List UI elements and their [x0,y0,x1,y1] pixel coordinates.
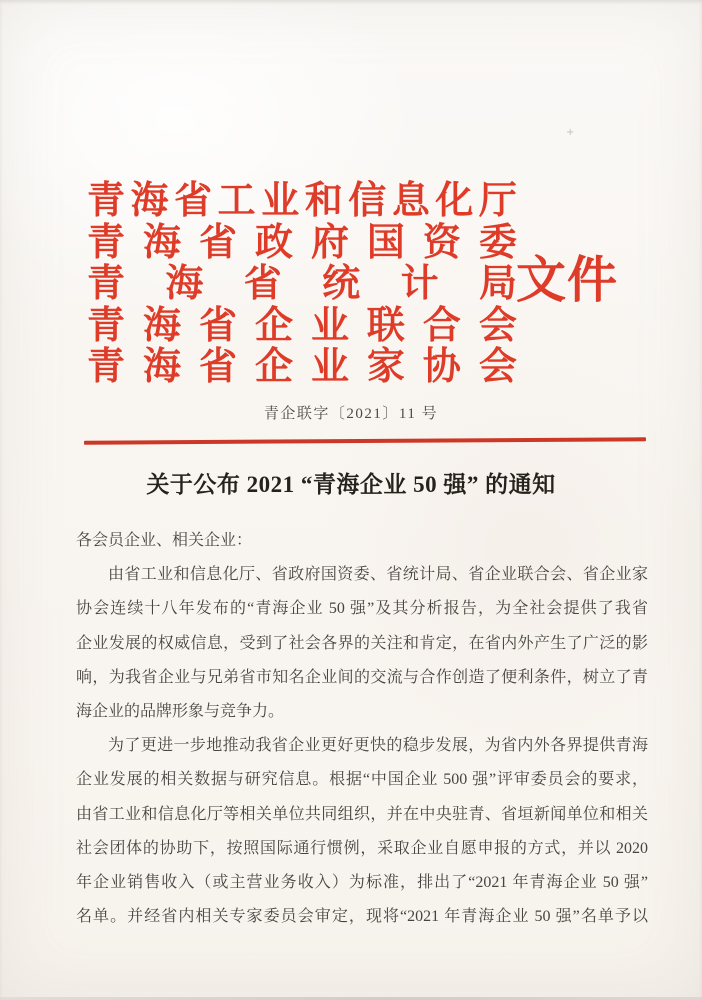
doc-type-label: 文件 [516,252,618,308]
body-line: 年企业销售收入（或主营业务收入）为标准，排出了“2021 年青海企业 50 强” [76,874,648,892]
notice-body [76,524,648,934]
body-line: 社会团体的协助下，按照国际通行惯例，采取企业自愿申报的方式，并以 2020 [76,839,648,857]
body-line: 各会员企业、相关企业： [76,532,253,549]
letterhead-org-list [87,176,517,389]
notice-title: 关于公布 2021 “青海企业 50 强” 的通知 [146,472,556,497]
body-line: 企业发展的相关数据与研究信息。根据“中国企业 500 强”评审委员会的要求， [76,771,648,789]
body-line: 由省工业和信息化厅等相关单位共同组织，并在中央驻青、省垣新闻单位和相关 [76,805,648,823]
letterhead-org-line: 青 海 省 工 业 和 信 息 化 厅 [87,180,517,223]
body-line: 响，为我省企业与兄弟省市知名企业间的交流与合作创造了便利条件，树立了青 [76,668,648,686]
doc-number: 青企联字〔2021〕11 号 [263,406,439,422]
body-line: 为了更进一步地推动我省企业更好更快的稳步发展，为省内外各界提供青海 [108,737,648,755]
letterhead-org-line: 青 海 省 企 业 家 协 会 [87,346,517,389]
letterhead-org-line: 青 海 省 统 计 局 [87,263,517,306]
body-line: 名单。并经省内相关专家委员会审定，现将“2021 年青海企业 50 强”名单予以 [76,908,648,926]
letterhead-org-line: 青 海 省 企 业 联 合 会 [87,304,517,347]
red-divider-rule [84,437,646,444]
letterhead-org-line: 青 海 省 政 府 国 资 委 [87,221,517,264]
body-line: 协会连续十八年发布的“青海企业 50 强”及其分析报告，为全社会提供了我省 [76,600,648,618]
body-line: 企业发展的权威信息，受到了社会各界的关注和肯定，在省内外产生了广泛的影 [76,634,648,652]
body-line: 海企业的品牌形象与竞争力。 [76,703,285,721]
body-line: 由省工业和信息化厅、省政府国资委、省统计局、省企业联合会、省企业家 [108,566,648,584]
registration-mark: + [566,127,575,138]
